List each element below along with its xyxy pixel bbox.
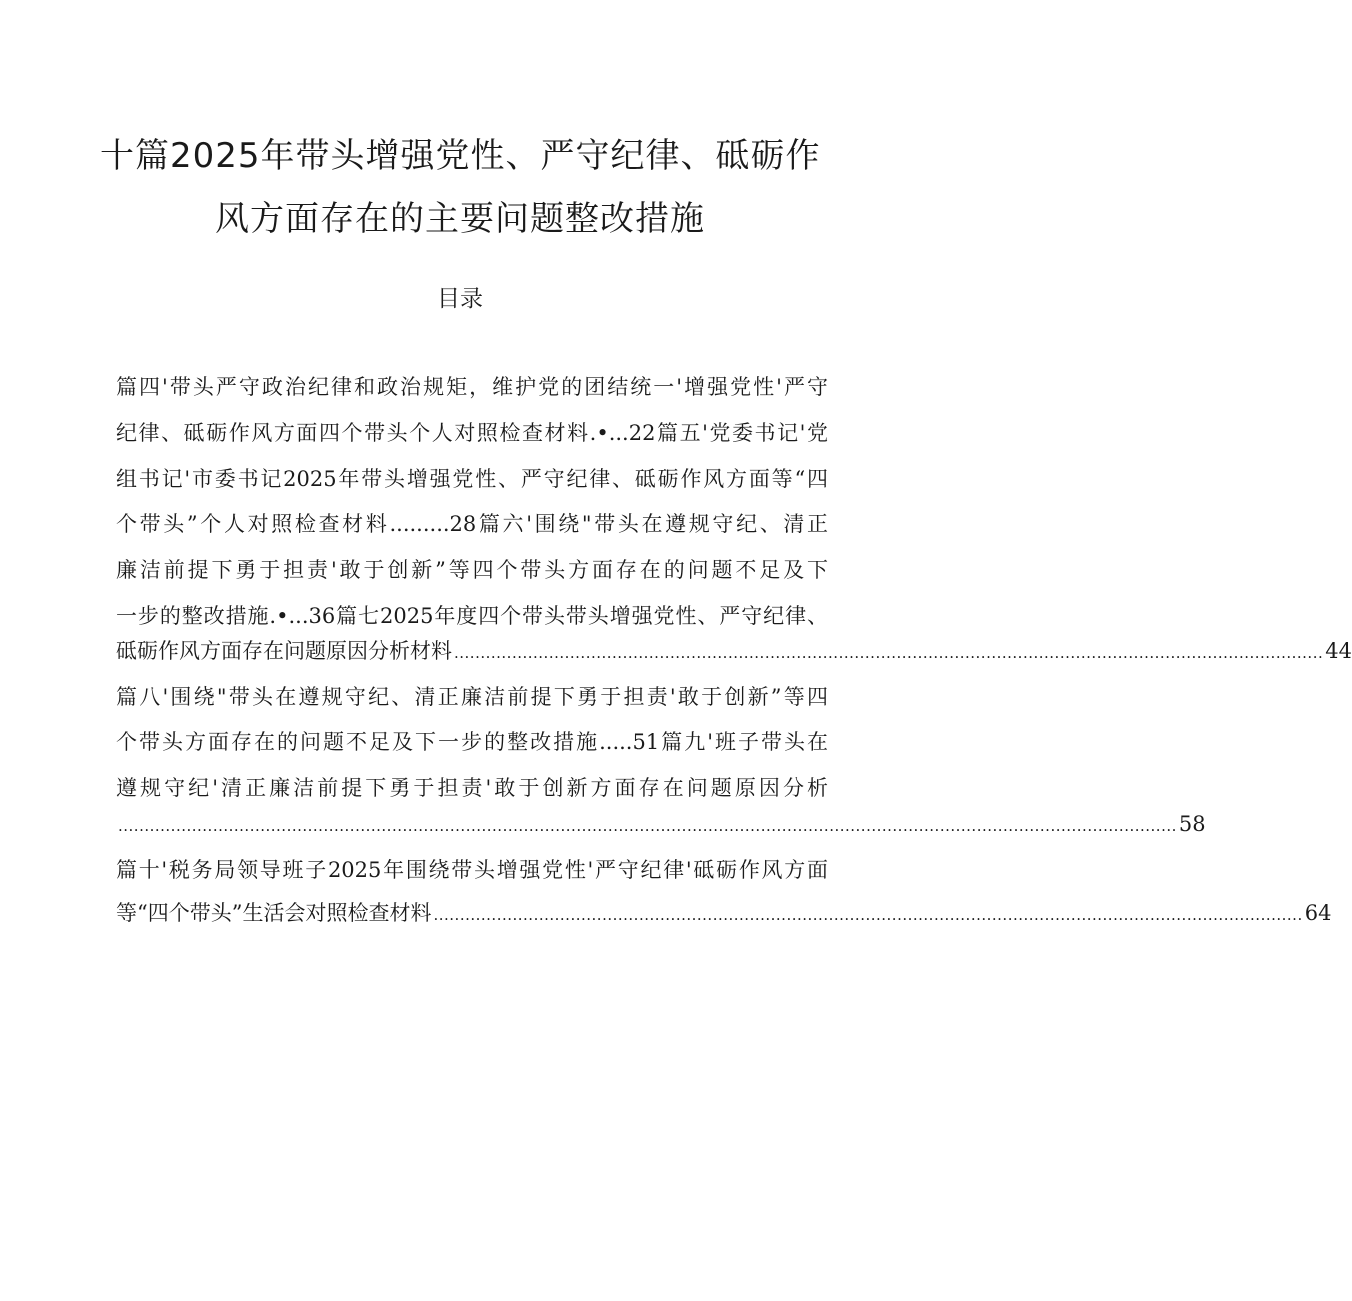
toc-line: 个带头”个人对照检查材料.........28篇六'围绕"带头在遵规守纪、清正 [116, 512, 828, 536]
toc-leader-dots: ..................................................................................................................................................................... [454, 644, 1324, 662]
toc-page-number: 44 [1325, 639, 1352, 663]
toc-line: 篇十'税务局领导班子2025年围绕带头增强党性'严守纪律'砥砺作风方面 [116, 858, 828, 882]
toc-line: 组书记'市委书记2025年带头增强党性、严守纪律、砥砺作风方面等“四 [116, 467, 828, 491]
toc-line-leader [116, 809, 1206, 839]
toc-entry-text: 砥砺作风方面存在问题原因分析材料 [116, 639, 452, 663]
toc-page-number: 58 [1178, 812, 1206, 836]
toc-line: 纪律、砥砺作风方面四个带头个人对照检查材料.•...22篇五'党委书记'党 [116, 421, 828, 445]
toc-line-leader [116, 636, 1352, 666]
toc-line-leader [116, 898, 1332, 928]
toc-line: 遵规守纪'清正廉洁前提下勇于担责'敢于创新方面存在问题原因分析 [116, 776, 828, 800]
document-title-line-2: 风方面存在的主要问题整改措施 [215, 199, 705, 239]
toc-leader-dots: ......................................................................................................................................................................................................... [118, 817, 1177, 835]
toc-line: 廉洁前提下勇于担责'敢于创新”等四个带头方面存在的问题不足及下 [116, 558, 828, 582]
toc-line: 一步的整改措施.•...36篇七2025年度四个带头带头增强党性、严守纪律、 [116, 604, 828, 628]
toc-line: 篇四'带头严守政治纪律和政治规矩，维护党的团结统一'增强党性'严守 [116, 375, 828, 399]
document-title-line-1: 十篇2025年带头增强党性、严守纪律、砥砺作 [100, 136, 821, 176]
toc-page-number: 64 [1304, 901, 1332, 925]
toc-heading: 目录 [437, 286, 483, 312]
toc-line: 个带头方面存在的问题不足及下一步的整改措施.....51篇九'班子带头在 [116, 730, 828, 754]
toc-line: 篇八'围绕"带头在遵规守纪、清正廉洁前提下勇于担责'敢于创新”等四 [116, 685, 828, 709]
toc-entry-text: 等“四个带头”生活会对照检查材料 [116, 901, 432, 925]
toc-leader-dots: ..................................................................................................................................................................... [433, 906, 1303, 924]
